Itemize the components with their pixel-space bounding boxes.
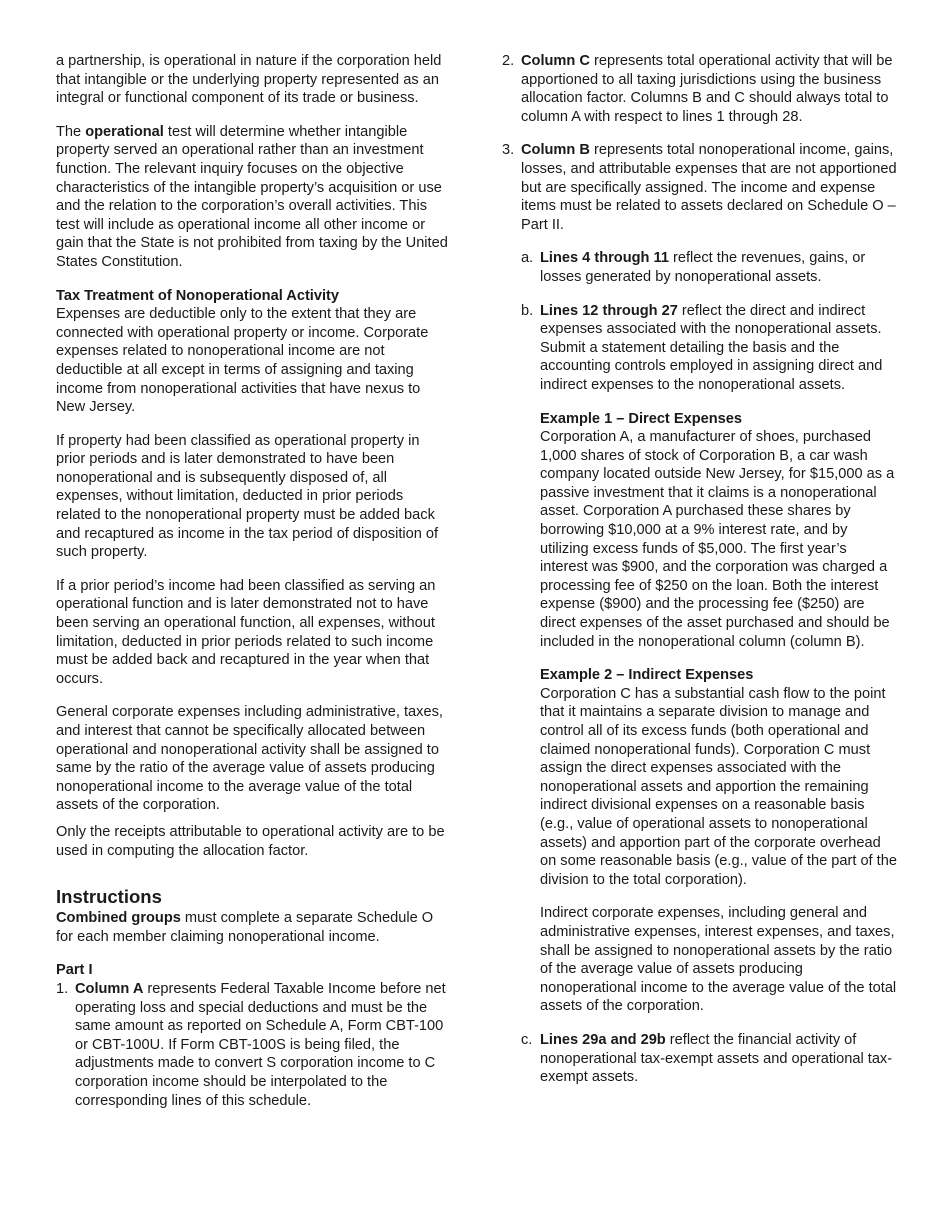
instructions-heading: Instructions xyxy=(56,886,162,908)
list-item-column-b xyxy=(502,141,898,234)
left-column xyxy=(56,52,450,1125)
part-i-list-left xyxy=(56,980,450,1110)
sub-item-letter: b. xyxy=(521,302,534,319)
expenses-deductible-text: Expenses are deductible only to the extent that they are connected with operational property or income. Corporate expenses related to nonoperational income are not deductible at all except in terms of assigning and taxing income from nonoperational activities that have nexus to New Jersey. xyxy=(56,306,429,416)
lines-12-27-text: reflect the direct and indirect expenses associated with the nonoperational assets. Submit a statement detailing the basis and the accounting controls employed in assigning direct and indirect expenses to the nonoperational assets. xyxy=(540,302,883,393)
item-number: 1. xyxy=(56,980,69,997)
combined-groups-term: Combined groups xyxy=(56,910,181,927)
right-column xyxy=(502,52,898,1102)
paragraph-receipts: Only the receipts attributable to operational activity are to be used in computing the allocation factor. xyxy=(56,823,445,859)
lines-4-11-text: reflect the revenues, gains, or losses generated by nonoperational assets. xyxy=(540,250,866,285)
column-c-text: represents total operational activity that will be apportioned to all taxing jurisdictions using the business allocation factor. Columns B and C should always total to column A with respect to lines 1 through 28. xyxy=(521,53,893,125)
list-item-column-c xyxy=(502,52,898,126)
part-i-heading: Part I xyxy=(56,962,93,979)
paragraph-indirect-expenses: Indirect corporate expenses, including general and administrative expenses, interest expenses, and taxes, shall be assigned to nonoperational assets by the ratio of the average value of assets producing nonoperational income to the average value of the total assets of the corporation. xyxy=(540,905,897,1015)
example-1 xyxy=(502,410,898,652)
example-2 xyxy=(502,666,898,889)
sub-item-c xyxy=(502,1031,898,1087)
lines-12-27-term: Lines 12 through 27 xyxy=(540,302,678,319)
lines-29-text: reflect the financial activity of nonoperational tax-exempt assets and operational tax-exempt assets. xyxy=(540,1031,893,1086)
example-1-text: Corporation A, a manufacturer of shoes, purchased 1,000 shares of stock of Corporation B, a car wash company located outside New Jersey, for $15,000 as a passive investment that it claims is a nonoperational asset. Corporation A purchased these shares by borrowing $10,000 at a 9% interest rate, and by utilizing excess funds of $5,000. The first year’s interest was $900, and the corporation was charged a processing fee of $250 on the loan. Both the interest expense ($900) and the processing fee ($250) are direct expenses of the asset purchased and should be included in the nonoperational column (column B). xyxy=(540,429,895,650)
paragraph-intangible-continuation: a partnership, is operational in nature if the corporation held that intangible or the underlying property represented as an integral or functional component of its trade or business. xyxy=(56,53,442,107)
column-b-term: Column B xyxy=(521,142,590,159)
example-2-heading: Example 2 – Indirect Expenses xyxy=(540,667,754,684)
paragraph-prior-period-income: If a prior period’s income had been classified as serving an operational function and is later demonstrated not to have been serving an operational function, all expenses, without limitation, deducted in prior periods related to such income must be added back and recaptured in the year when that occurs. xyxy=(56,577,436,687)
operational-lead: The xyxy=(56,123,86,140)
example-2-text: Corporation C has a substantial cash flow to the point that it maintains a separate division to manage and control all of its excess funds (both operational and claimed nonoperational funds). Corporation C must assign the direct expenses associated with the nonoperational assets and apportion the remaining indirect divisional expenses on a reasonable basis (e.g., value of operational assets to nonoperational assets) and apportion part of the corporate overhead on some reasonable basis (e.g., value of the part of the division to the total corporation). xyxy=(540,685,897,888)
tax-treatment-heading: Tax Treatment of Nonoperational Activity xyxy=(56,287,340,304)
sub-item-a xyxy=(502,249,898,286)
paragraph-property-reclassified: If property had been classified as operational property in prior periods and is later demonstrated to have been nonoperational and is subsequently disposed of, all expenses, without limitation, deducted in prior periods related to the nonoperational property must be added back and recaptured as income in the tax period of disposition of such property. xyxy=(56,432,439,561)
lines-4-11-term: Lines 4 through 11 xyxy=(540,250,669,267)
sub-item-b xyxy=(502,302,898,395)
example-1-heading: Example 1 – Direct Expenses xyxy=(540,410,742,427)
lines-29-term: Lines 29a and 29b xyxy=(540,1031,666,1048)
sub-item-letter: c. xyxy=(521,1031,533,1048)
column-a-text: represents Federal Taxable Income before net operating loss and special deductions and must be the same amount as reported on Schedule A, Form CBT-100 or CBT-100U. If Form CBT-100S is being filed, the adjustments made to convert S corporation income to C corporation income should be interpolated to the corresponding lines of this schedule. xyxy=(75,980,446,1109)
section-tax-treatment xyxy=(56,287,450,417)
item-number: 2. xyxy=(502,53,515,69)
column-c-term: Column C xyxy=(521,53,590,69)
operational-term: operational xyxy=(85,123,164,140)
paragraph-operational-test xyxy=(56,123,450,272)
combined-groups-text: must complete a separate Schedule O for each member claiming nonoperational income. xyxy=(56,910,434,945)
column-b-text: represents total nonoperational income, gains, losses, and attributable expenses that are not apportioned but are specifically assigned. The income and expense items must be related to assets declared on Schedule O – Part II. xyxy=(521,142,897,233)
column-a-term: Column A xyxy=(75,980,144,997)
paragraph-combined-groups xyxy=(56,909,450,946)
paragraph-general-expenses: General corporate expenses including administrative, taxes, and interest that cannot be specifically allocated between operational and nonoperational activity shall be assigned to same by the ratio of the average value of assets producing nonoperational income to the average value of the total assets of the corporation. xyxy=(56,704,443,814)
item-number: 3. xyxy=(502,142,515,159)
list-item-column-a xyxy=(56,980,450,1110)
sub-item-letter: a. xyxy=(521,250,534,267)
part-i-list-right xyxy=(502,52,898,234)
operational-test-text: test will determine whether intangible property served an operational rather than an investment function. The relevant inquiry focuses on the objective characteristics of the intangible property’s acquisition or use and the relation to the corporation’s overall activities. This test will include as operational income all other income or gain that the State is not prohibited from taxing by the United States Constitution. xyxy=(56,123,448,270)
